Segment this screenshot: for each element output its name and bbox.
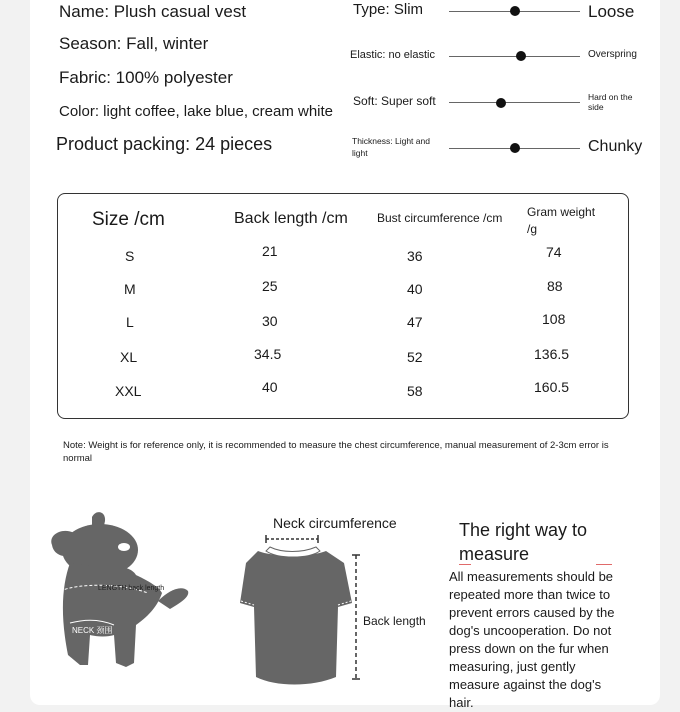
slider-thickness-knob: [510, 143, 520, 153]
slider-elastic-left: Elastic: no elastic: [350, 49, 435, 61]
table-header-back-length: Back length /cm: [234, 210, 348, 227]
spec-name: Name: Plush casual vest: [59, 2, 247, 21]
cell-weight-l: 108: [542, 311, 566, 327]
cell-back-xl: 34.5: [254, 346, 282, 362]
spec-packing: Product packing: 24 pieces: [56, 134, 273, 154]
slider-thickness-right: Chunky: [588, 138, 643, 155]
cell-size-m: M: [124, 281, 136, 297]
cell-back-s: 21: [262, 243, 278, 259]
back-length-label: Back length: [363, 614, 426, 628]
cell-back-l: 30: [262, 313, 278, 329]
table-header-size: Size /cm: [92, 209, 165, 230]
slider-type-knob: [510, 6, 520, 16]
slider-type-right: Loose: [588, 2, 635, 21]
cell-bust-s: 36: [407, 248, 423, 264]
vest-illustration: [232, 535, 372, 685]
table-header-weight: Gram weight /g: [527, 205, 596, 236]
spec-season: Season: Fall, winter: [59, 34, 209, 53]
cell-size-s: S: [125, 248, 135, 264]
cell-weight-xxl: 160.5: [534, 379, 570, 395]
spec-color: Color: light coffee, lake blue, cream white: [59, 103, 334, 120]
cell-bust-m: 40: [407, 281, 423, 297]
slider-elastic-track: [449, 56, 580, 57]
slider-elastic-knob: [516, 51, 526, 61]
dog-length-label: LENGTH back length: [98, 585, 165, 592]
slider-soft-track: [449, 102, 580, 103]
heading-accent-line-right: [596, 564, 612, 565]
cell-bust-xl: 52: [407, 349, 423, 365]
cell-weight-xl: 136.5: [534, 346, 570, 362]
slider-elastic-right: Overspring: [588, 49, 637, 60]
cell-size-xxl: XXL: [115, 383, 142, 399]
reference-note: Note: Weight is for reference only, it is recommended to measure the chest circumference, manual measurement of 2-3cm error is normal: [63, 440, 609, 464]
cell-weight-m: 88: [547, 278, 563, 294]
cell-back-m: 25: [262, 278, 278, 294]
spec-fabric: Fabric: 100% polyester: [59, 68, 233, 87]
cell-size-l: L: [126, 314, 134, 330]
heading-accent-line: [459, 564, 471, 565]
slider-type-left: Type: Slim: [353, 1, 424, 18]
cell-bust-l: 47: [407, 314, 423, 330]
slider-thickness-left: Thickness: Light and light: [352, 136, 430, 158]
table-header-bust: Bust circumference /cm: [377, 211, 503, 225]
cell-back-xxl: 40: [262, 379, 278, 395]
slider-soft-left: Soft: Super soft: [353, 94, 436, 108]
cell-size-xl: XL: [120, 349, 138, 365]
measure-body: All measurements should be repeated more than twice to prevent errors caused by the dog's uncooperation. Do not press down on the fur when measuring, just gently measure against the dog's hair.: [449, 569, 615, 710]
measure-heading: The right way to measure: [459, 520, 588, 564]
neck-circumference-label: Neck circumference: [273, 515, 397, 531]
cell-weight-s: 74: [546, 244, 562, 260]
cell-bust-xxl: 58: [407, 383, 423, 399]
slider-soft-right: Hard on the side: [588, 92, 633, 112]
dog-neck-label: NECK 颈围: [72, 626, 113, 635]
